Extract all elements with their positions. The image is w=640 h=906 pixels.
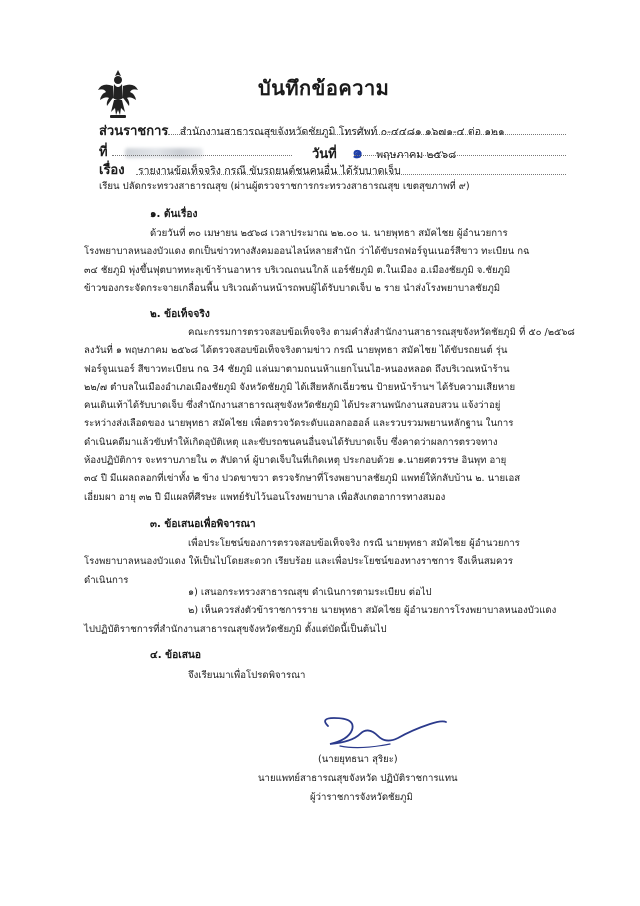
ref-label: ที่ xyxy=(99,145,108,160)
agency-label: ส่วนราชการ xyxy=(99,124,169,139)
section-2-line: ดำเนินคดีมาแล้วขับทำให้เกิดอุบัติเหตุ และขับรถชนคนอื่นจนได้รับบาดเจ็บ ซึ่งคาดว่าผลการตรวจทาง xyxy=(84,436,498,448)
subject-row xyxy=(99,159,401,180)
agency-text: สำนักงานสาธารณสุขจังหวัดชัยภูมิ โทรศัพท์ ๐-๔๔๘๑ ๑๖๗๑-๔ ต่อ ๑๒๑ xyxy=(179,126,505,138)
agency-dotline xyxy=(168,134,566,135)
section-3-item: ไปปฏิบัติราชการที่สำนักงานสาธารณสุขจังหวัดชัยภูมิ ตั้งแต่บัดนี้เป็นต้นไป xyxy=(84,623,387,635)
section-3-items xyxy=(84,584,564,639)
section-2-line: ระหว่างส่งเลือดของ นายพุทธา สมัคไชย เพื่อตรวจวัดระดับแอลกอฮอล์ และรวบรวมพยานหลักฐาน ในการ xyxy=(84,418,514,430)
subject-label: เรื่อง xyxy=(99,163,125,178)
section-2-line: คนเดินเท้าได้รับบาดเจ็บ ซึ่งสำนักงานสาธารณสุขจังหวัดชัยภูมิ ได้ประสานพนักงานสอบสวน แจ้งว่าอยู่ xyxy=(84,400,501,412)
signer-position: นายแพทย์สาธารณสุขจังหวัด ปฏิบัติราชการแทน xyxy=(258,773,458,784)
section-2-line: ๓๔ ปี มีแผลถลอกที่เข่าทั้ง ๒ ข้าง ปวดขาขวา ตรวจรักษาที่โรงพยาบาลชัยภูมิ แพทย์ให้กลับบ้าน ๒. นายเอส xyxy=(84,473,521,485)
section-2-body xyxy=(84,324,575,507)
section-4-heading: ๔. ข้อเสนอ xyxy=(150,650,201,661)
section-2-line: ๒๒/๗ ตำบลในเมืองอำเภอเมืองชัยภูมิ จังหวัดชัยภูมิ ได้เสียหลักเฉี่ยวชน ป้ายหน้าร้านฯ ได้รับความเสียหาย xyxy=(84,381,516,393)
to-line: เรียน ปลัดกระทรวงสาธารณสุข (ผ่านผู้ตรวจราชการกระทรวงสาธารณสุข เขตสุขภาพที่ ๙) xyxy=(99,181,470,192)
section-2-heading: ๒. ข้อเท็จจริง xyxy=(150,309,210,320)
ref-dotline xyxy=(112,155,292,156)
section-2-line: ห้องปฏิบัติการ จะทราบภายใน ๓ สัปดาห์ ผู้บาดเจ็บในที่เกิดเหตุ ประกอบด้วย ๑.นายศตวรรษ อินพุท อายุ xyxy=(84,455,507,467)
section-3-line: เพื่อประโยชน์ของการตรวจสอบข้อเท็จจริง กรณี นายพุทธา สมัคไชย ผู้อำนวยการ xyxy=(188,538,520,549)
section-1-body xyxy=(84,225,564,298)
signer-on-behalf: ผู้ว่าราชการจังหวัดชัยภูมิ xyxy=(310,792,413,803)
section-3-line: โรงพยาบาลหนองบัวแดง ให้เป็นไปโดยสะดวก เรียบร้อย และเพื่อประโยชน์ของทางราชการ จึงเห็นสมควร xyxy=(84,556,513,568)
redacted-ref-number xyxy=(125,148,203,158)
section-2-line: เอี่ยมผา อายุ ๓๒ ปี มีแผลที่ศีรษะ แพทย์รับไว้นอนโรงพยาบาล เพื่อสังเกตอาการทางสมอง xyxy=(84,491,446,503)
section-1-heading: ๑. ต้นเรื่อง xyxy=(150,209,198,220)
subject-dotline xyxy=(136,174,566,175)
section-3-item: ๑) เสนอกระทรวงสาธารณสุข ดำเนินการตามระเบียบ ต่อไป xyxy=(188,587,432,598)
section-1-line: ๓๔ ชัยภูมิ พุ่งขึ้นฟุตบาททะลุเข้าร้านอาหาร บริเวณถนนใกล้ แอร์ชัยภูมิ ต.ในเมือง อ.เมืองชัยภูมิ จ.ชัยภูมิ xyxy=(84,264,511,276)
date-text: พฤษภาคม ๒๕๖๘ xyxy=(376,149,457,161)
section-3-heading: ๓. ข้อเสนอเพื่อพิจารณา xyxy=(150,519,256,530)
section-3-body xyxy=(84,535,564,590)
section-3-item: ๒) เห็นควรส่งตัวข้าราชการราย นายพุทธา สมัคไชย ผู้อำนวยการโรงพยาบาลหนองบัวแดง xyxy=(188,605,557,617)
signer-name: (นายยุทธนา สุริยะ) xyxy=(318,754,398,765)
section-1-line: ด้วยวันที่ ๓๐ เมษายน ๒๕๖๘ เวลาประมาณ ๒๒.๐๐ น. นายพุทธา สมัคไชย ผู้อำนวยการ xyxy=(150,228,508,239)
memo-title: บันทึกข้อความ xyxy=(258,76,390,100)
section-2-line: คณะกรรมการตรวจสอบข้อเท็จจริง ตามคำสั่งสำนักงานสาธารณสุขจังหวัดชัยภูมิ ที่ ๕๐ /๒๕๖๘ xyxy=(188,327,575,338)
section-1-line: ข้าวของกระจัดกระจายเกลื่อนพื้น บริเวณด้านหน้ารถพบผู้ได้รับบาดเจ็บ ๒ ราย นำส่งโรงพยาบาลชัยภูมิ xyxy=(84,282,501,294)
section-3-line: ดำเนินการ xyxy=(84,574,129,586)
section-2-line: ฟอร์จูนเนอร์ สีขาวทะเบียน กฉ 34 ชัยภูมิ แล่นมาตามถนนห้าแยกโนนไฮ-หนองหลอด ถึงบริเวณหน้าร้าน xyxy=(84,363,510,375)
section-2-line: ลงวันที่ ๑ พฤษภาคม ๒๕๖๘ ได้ตรวจสอบข้อเท็จจริงตามข่าว กรณี นายพุทธา สมัคไชย ได้ขับรถยนต์ รุ่น xyxy=(84,345,508,357)
date-day: ๑ xyxy=(352,143,363,163)
agency-row xyxy=(99,120,505,141)
garuda-emblem-icon xyxy=(96,68,140,120)
date-dotline xyxy=(354,155,566,156)
section-1-line: โรงพยาบาลหนองบัวแดง ตกเป็นข่าวทางสังคมออนไลน์หลายสำนัก ว่าได้ขับรถฟอร์จูนเนอร์สีขาว ทะเบียน กฉ xyxy=(84,246,530,258)
subject-text: รายงานข้อเท็จจริง กรณี ขับรถยนต์ชนคนอื่น ได้รับบาดเจ็บ xyxy=(137,165,401,177)
section-4-line: จึงเรียนมาเพื่อโปรดพิจารณา xyxy=(188,670,306,681)
section-4-body xyxy=(84,667,564,685)
date-label: วันที่ xyxy=(312,147,337,162)
